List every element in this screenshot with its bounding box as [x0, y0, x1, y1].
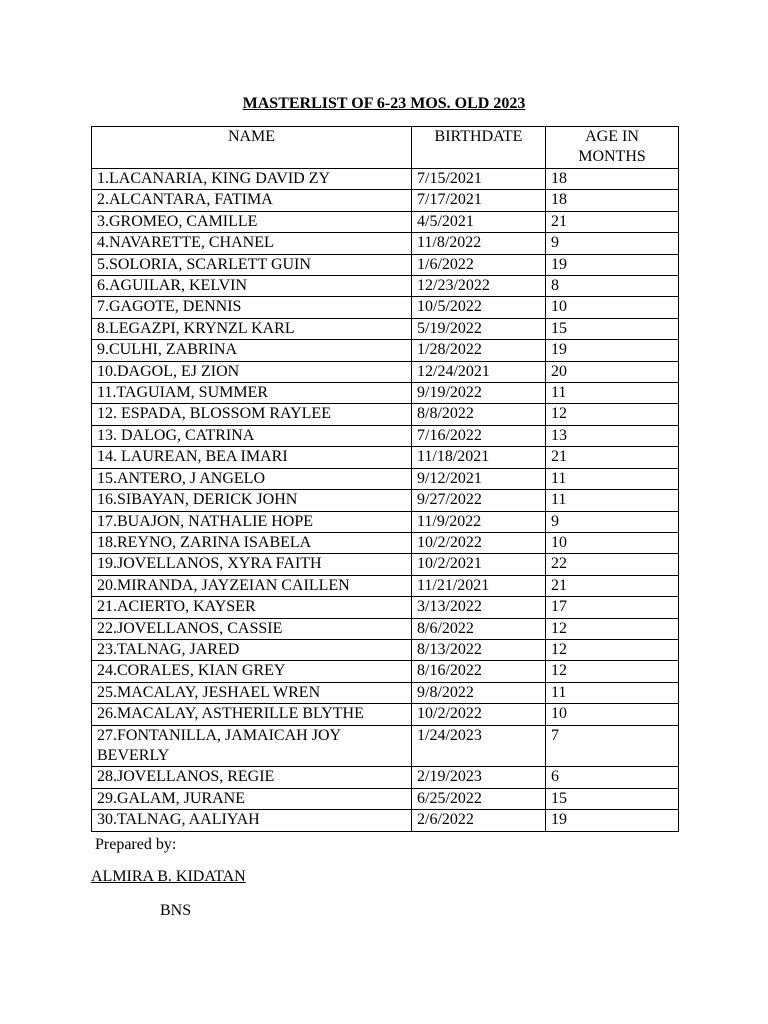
cell-birthdate: 8/13/2022 — [412, 639, 546, 660]
cell-name: 11.TAGUIAM, SUMMER — [92, 383, 412, 404]
cell-birthdate: 9/19/2022 — [412, 383, 546, 404]
cell-age-in-months: 15 — [546, 318, 679, 339]
cell-name: 20.MIRANDA, JAYZEIAN CAILLEN — [92, 575, 412, 596]
cell-birthdate: 7/15/2021 — [412, 169, 546, 190]
cell-name: 21.ACIERTO, KAYSER — [92, 597, 412, 618]
table-row — [92, 788, 679, 809]
cell-name: 15.ANTERO, J ANGELO — [92, 468, 412, 489]
cell-name: 1.LACANARIA, KING DAVID ZY — [92, 169, 412, 190]
cell-age-in-months: 19 — [546, 340, 679, 361]
table-row — [92, 810, 679, 831]
cell-age-in-months: 10 — [546, 704, 679, 725]
cell-name: 7.GAGOTE, DENNIS — [92, 297, 412, 318]
masterlist-table — [91, 126, 679, 832]
cell-age-in-months: 11 — [546, 468, 679, 489]
cell-birthdate: 11/18/2021 — [412, 447, 546, 468]
cell-birthdate: 12/24/2021 — [412, 361, 546, 382]
table-row — [92, 575, 679, 596]
table-row — [92, 404, 679, 425]
cell-age-in-months: 6 — [546, 767, 679, 788]
cell-birthdate: 11/8/2022 — [412, 233, 546, 254]
cell-name: 30.TALNAG, AALIYAH — [92, 810, 412, 831]
cell-name: 22.JOVELLANOS, CASSIE — [92, 618, 412, 639]
cell-age-in-months: 19 — [546, 810, 679, 831]
table-row — [92, 169, 679, 190]
table-row — [92, 704, 679, 725]
cell-age-in-months: 11 — [546, 490, 679, 511]
cell-birthdate: 8/16/2022 — [412, 661, 546, 682]
cell-age-in-months: 11 — [546, 682, 679, 703]
cell-name: 23.TALNAG, JARED — [92, 639, 412, 660]
cell-birthdate: 12/23/2022 — [412, 276, 546, 297]
table-row — [92, 211, 679, 232]
cell-name: 2.ALCANTARA, FATIMA — [92, 190, 412, 211]
table-row — [92, 682, 679, 703]
preparer-name: ALMIRA B. KIDATAN — [91, 868, 246, 885]
cell-name: 28.JOVELLANOS, REGIE — [92, 767, 412, 788]
cell-age-in-months: 17 — [546, 597, 679, 618]
table-row — [92, 383, 679, 404]
table-row — [92, 340, 679, 361]
table-row — [92, 767, 679, 788]
prepared-by-label: Prepared by: — [95, 836, 177, 853]
cell-birthdate: 9/12/2021 — [412, 468, 546, 489]
table-row — [92, 447, 679, 468]
table-row — [92, 468, 679, 489]
cell-birthdate: 9/27/2022 — [412, 490, 546, 511]
table-row — [92, 597, 679, 618]
cell-birthdate: 2/19/2023 — [412, 767, 546, 788]
cell-age-in-months: 19 — [546, 254, 679, 275]
cell-birthdate: 1/24/2023 — [412, 725, 546, 767]
table-header-row — [92, 127, 679, 169]
cell-name: 19.JOVELLANOS, XYRA FAITH — [92, 554, 412, 575]
cell-birthdate: 5/19/2022 — [412, 318, 546, 339]
cell-age-in-months: 21 — [546, 211, 679, 232]
cell-age-in-months: 12 — [546, 661, 679, 682]
table-row — [92, 725, 679, 767]
table-row — [92, 276, 679, 297]
cell-name: 9.CULHI, ZABRINA — [92, 340, 412, 361]
cell-name: 3.GROMEO, CAMILLE — [92, 211, 412, 232]
cell-birthdate: 10/2/2021 — [412, 554, 546, 575]
cell-birthdate: 3/13/2022 — [412, 597, 546, 618]
cell-birthdate: 2/6/2022 — [412, 810, 546, 831]
cell-age-in-months: 22 — [546, 554, 679, 575]
cell-name: 4.NAVARETTE, CHANEL — [92, 233, 412, 254]
cell-age-in-months: 8 — [546, 276, 679, 297]
cell-name: 27.FONTANILLA, JAMAICAH JOY BEVERLY — [92, 725, 412, 767]
table-row — [92, 318, 679, 339]
cell-age-in-months: 12 — [546, 404, 679, 425]
cell-name: 18.REYNO, ZARINA ISABELA — [92, 532, 412, 553]
cell-birthdate: 1/28/2022 — [412, 340, 546, 361]
table-row — [92, 618, 679, 639]
cell-birthdate: 10/2/2022 — [412, 532, 546, 553]
cell-name: 25.MACALAY, JESHAEL WREN — [92, 682, 412, 703]
document-title: MASTERLIST OF 6-23 MOS. OLD 2023 — [242, 95, 526, 112]
table-row — [92, 361, 679, 382]
cell-age-in-months: 10 — [546, 532, 679, 553]
cell-name: 12. ESPADA, BLOSSOM RAYLEE — [92, 404, 412, 425]
cell-age-in-months: 21 — [546, 575, 679, 596]
cell-age-in-months: 7 — [546, 725, 679, 767]
cell-age-in-months: 18 — [546, 190, 679, 211]
cell-birthdate: 11/21/2021 — [412, 575, 546, 596]
cell-birthdate: 6/25/2022 — [412, 788, 546, 809]
cell-birthdate: 7/16/2022 — [412, 425, 546, 446]
cell-name: 26.MACALAY, ASTHERILLE BLYTHE — [92, 704, 412, 725]
cell-birthdate: 4/5/2021 — [412, 211, 546, 232]
cell-birthdate: 8/8/2022 — [412, 404, 546, 425]
table-row — [92, 425, 679, 446]
cell-age-in-months: 13 — [546, 425, 679, 446]
cell-age-in-months: 12 — [546, 618, 679, 639]
cell-age-in-months: 9 — [546, 511, 679, 532]
table-row — [92, 233, 679, 254]
cell-birthdate: 10/2/2022 — [412, 704, 546, 725]
header-name: NAME — [92, 127, 412, 169]
cell-birthdate: 8/6/2022 — [412, 618, 546, 639]
table-row — [92, 254, 679, 275]
table-row — [92, 639, 679, 660]
cell-name: 29.GALAM, JURANE — [92, 788, 412, 809]
cell-age-in-months: 15 — [546, 788, 679, 809]
cell-age-in-months: 11 — [546, 383, 679, 404]
cell-name: 10.DAGOL, EJ ZION — [92, 361, 412, 382]
cell-birthdate: 1/6/2022 — [412, 254, 546, 275]
cell-name: 24.CORALES, KIAN GREY — [92, 661, 412, 682]
table-row — [92, 190, 679, 211]
cell-name: 6.AGUILAR, KELVIN — [92, 276, 412, 297]
cell-age-in-months: 20 — [546, 361, 679, 382]
cell-age-in-months: 9 — [546, 233, 679, 254]
cell-age-in-months: 21 — [546, 447, 679, 468]
cell-name: 14. LAUREAN, BEA IMARI — [92, 447, 412, 468]
table-row — [92, 532, 679, 553]
cell-age-in-months: 12 — [546, 639, 679, 660]
table-row — [92, 661, 679, 682]
header-birthdate: BIRTHDATE — [412, 127, 546, 169]
cell-birthdate: 7/17/2021 — [412, 190, 546, 211]
table-row — [92, 490, 679, 511]
table-row — [92, 297, 679, 318]
cell-name: 5.SOLORIA, SCARLETT GUIN — [92, 254, 412, 275]
cell-birthdate: 11/9/2022 — [412, 511, 546, 532]
cell-name: 13. DALOG, CATRINA — [92, 425, 412, 446]
cell-birthdate: 10/5/2022 — [412, 297, 546, 318]
preparer-position: BNS — [160, 902, 192, 919]
table-row — [92, 511, 679, 532]
header-age-in-months: AGE IN MONTHS — [546, 127, 679, 169]
cell-birthdate: 9/8/2022 — [412, 682, 546, 703]
cell-name: 16.SIBAYAN, DERICK JOHN — [92, 490, 412, 511]
cell-name: 8.LEGAZPI, KRYNZL KARL — [92, 318, 412, 339]
table-row — [92, 554, 679, 575]
cell-age-in-months: 10 — [546, 297, 679, 318]
cell-name: 17.BUAJON, NATHALIE HOPE — [92, 511, 412, 532]
cell-age-in-months: 18 — [546, 169, 679, 190]
